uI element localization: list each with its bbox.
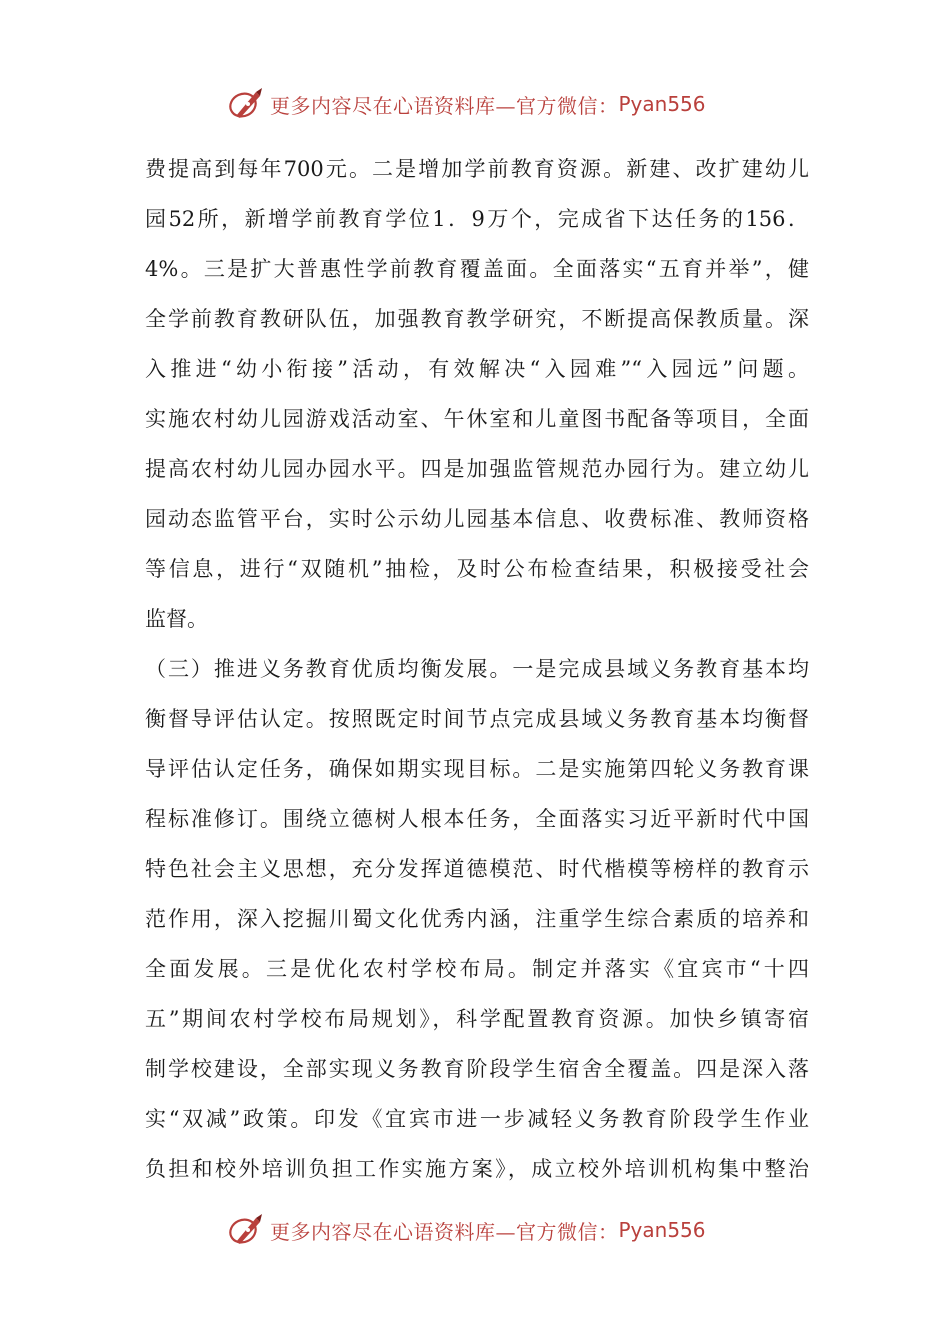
body-line: 园52所，新增学前教育学位1．9万个，完成省下达任务的156．	[145, 207, 809, 231]
body-line: 范作用，深入挖掘川蜀文化优秀内涵，注重学生综合素质的培养和	[145, 907, 809, 931]
body-line: 监督。	[145, 607, 208, 631]
body-line: 提高农村幼儿园办园水平。四是加强监管规范办园行为。建立幼儿	[145, 457, 809, 481]
body-line: 全学前教育教研队伍，加强教育教学研究，不断提高保教质量。深	[145, 307, 809, 331]
body-line: 等信息，进行“双随机”抽检，及时公布检查结果，积极接受社会	[145, 557, 809, 581]
header-banner	[0, 84, 950, 124]
body-line: 负担和校外培训负担工作实施方案》，成立校外培训机构集中整治	[145, 1157, 809, 1181]
body-line: 特色社会主义思想，充分发挥道德模范、时代楷模等榜样的教育示	[145, 857, 809, 881]
body-line: 五”期间农村学校布局规划》，科学配置教育资源。加快乡镇寄宿	[145, 1007, 809, 1031]
body-line: 制学校建设，全部实现义务教育阶段学生宿舍全覆盖。四是深入落	[145, 1057, 809, 1081]
banner-text: 更多内容尽在心语资料库—官方微信：	[270, 93, 619, 118]
body-line: 4%。三是扩大普惠性学前教育覆盖面。全面落实“五育并举”，健	[145, 257, 809, 281]
body-line: 导评估认定任务，确保如期实现目标。二是实施第四轮义务教育课	[145, 757, 809, 781]
body-line: 入推进“幼小衔接”活动，有效解决“入园难”“入园远”问题。	[145, 357, 809, 381]
pen-nib-logo-icon	[226, 1210, 266, 1250]
pen-nib-logo-icon	[226, 84, 266, 124]
footer-banner	[0, 1210, 950, 1250]
body-line: 实施农村幼儿园游戏活动室、午休室和儿童图书配备等项目，全面	[145, 407, 809, 431]
body-line: 程标准修订。围绕立德树人根本任务，全面落实习近平新时代中国	[145, 807, 809, 831]
body-line: 全面发展。三是优化农村学校布局。制定并落实《宜宾市“十四	[145, 957, 809, 981]
body-line: 实“双减”政策。印发《宜宾市进一步减轻义务教育阶段学生作业	[145, 1107, 809, 1131]
banner-text: 更多内容尽在心语资料库—官方微信：	[270, 1219, 619, 1244]
banner-wechat-id: Pyan556	[618, 1218, 706, 1242]
body-line: 园动态监管平台，实时公示幼儿园基本信息、收费标准、教师资格	[145, 507, 809, 531]
body-line: 衡督导评估认定。按照既定时间节点完成县域义务教育基本均衡督	[145, 707, 809, 731]
section-heading-line: （三）推进义务教育优质均衡发展。一是完成县域义务教育基本均	[145, 657, 809, 681]
banner-wechat-id: Pyan556	[618, 92, 706, 116]
body-line: 费提高到每年700元。二是增加学前教育资源。新建、改扩建幼儿	[145, 157, 809, 181]
